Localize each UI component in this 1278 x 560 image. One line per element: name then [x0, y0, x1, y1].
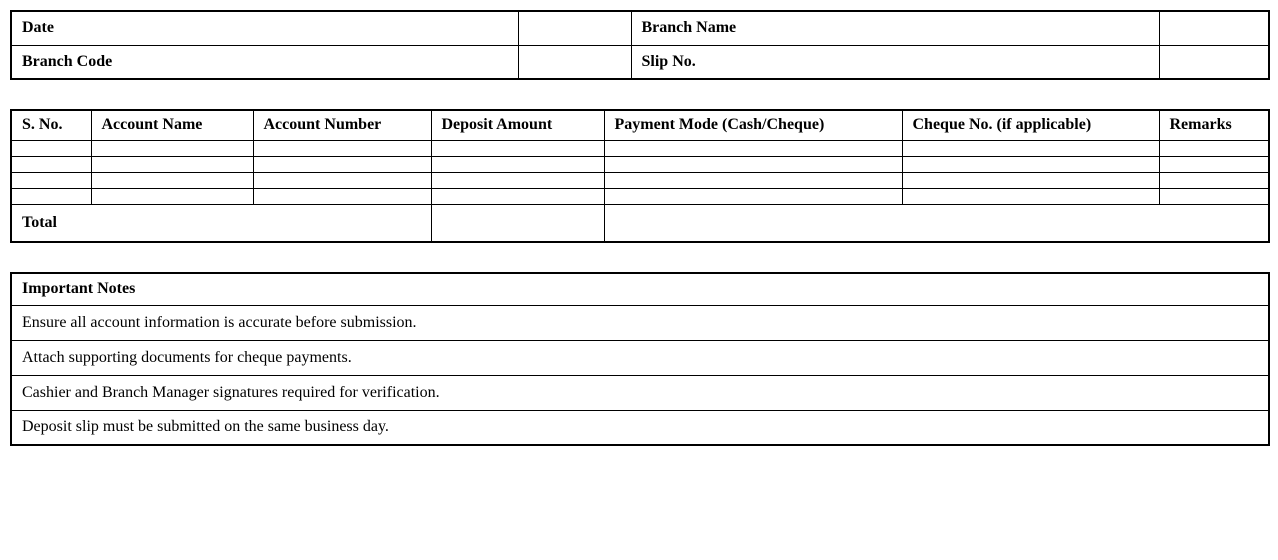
deposit-cell[interactable] — [902, 140, 1159, 156]
note-text: Deposit slip must be submitted on the same business day. — [11, 410, 1269, 445]
date-value-cell[interactable] — [518, 11, 631, 45]
deposit-cell[interactable] — [91, 172, 253, 188]
note-text: Attach supporting documents for cheque payments. — [11, 340, 1269, 375]
deposit-cell[interactable] — [902, 172, 1159, 188]
col-header-deposit-amount: Deposit Amount — [431, 110, 604, 140]
deposit-cell[interactable] — [11, 156, 91, 172]
date-label: Date — [11, 11, 518, 45]
deposit-cell[interactable] — [91, 188, 253, 204]
deposit-cell[interactable] — [1159, 172, 1269, 188]
note-text: Cashier and Branch Manager signatures required for verification. — [11, 375, 1269, 410]
branch-code-value-cell[interactable] — [518, 45, 631, 79]
deposit-table-header-row — [11, 110, 1269, 140]
deposit-cell[interactable] — [604, 156, 902, 172]
deposit-cell[interactable] — [431, 156, 604, 172]
info-row-branch-code — [11, 45, 1269, 79]
note-text: Ensure all account information is accurate before submission. — [11, 305, 1269, 340]
deposit-entry-row — [11, 188, 1269, 204]
deposit-cell[interactable] — [11, 140, 91, 156]
slip-no-value-cell[interactable] — [1159, 45, 1269, 79]
note-row — [11, 375, 1269, 410]
deposit-cell[interactable] — [1159, 156, 1269, 172]
notes-title: Important Notes — [11, 273, 1269, 305]
deposit-cell[interactable] — [11, 172, 91, 188]
deposit-slip-document — [0, 10, 1278, 560]
col-header-s-no: S. No. — [11, 110, 91, 140]
col-header-account-number: Account Number — [253, 110, 431, 140]
total-deposit-amount-cell[interactable] — [431, 204, 604, 242]
branch-name-value-cell[interactable] — [1159, 11, 1269, 45]
deposit-cell[interactable] — [11, 188, 91, 204]
branch-code-label: Branch Code — [11, 45, 518, 79]
notes-header-row — [11, 273, 1269, 305]
slip-no-label: Slip No. — [631, 45, 1159, 79]
info-table — [10, 10, 1270, 80]
note-row — [11, 305, 1269, 340]
col-header-account-name: Account Name — [91, 110, 253, 140]
col-header-payment-mode: Payment Mode (Cash/Cheque) — [604, 110, 902, 140]
deposit-cell[interactable] — [253, 172, 431, 188]
deposit-cell[interactable] — [431, 188, 604, 204]
deposit-cell[interactable] — [431, 140, 604, 156]
deposit-cell[interactable] — [902, 188, 1159, 204]
info-row-date — [11, 11, 1269, 45]
deposit-cell[interactable] — [604, 172, 902, 188]
deposit-cell[interactable] — [253, 188, 431, 204]
col-header-remarks: Remarks — [1159, 110, 1269, 140]
col-header-cheque-no: Cheque No. (if applicable) — [902, 110, 1159, 140]
note-row — [11, 340, 1269, 375]
note-row — [11, 410, 1269, 445]
deposit-cell[interactable] — [91, 156, 253, 172]
deposit-cell[interactable] — [604, 140, 902, 156]
branch-name-label: Branch Name — [631, 11, 1159, 45]
important-notes-table — [10, 272, 1270, 446]
deposit-entry-row — [11, 140, 1269, 156]
total-label: Total — [11, 204, 431, 242]
deposit-cell[interactable] — [604, 188, 902, 204]
deposit-entry-row — [11, 156, 1269, 172]
deposit-cell[interactable] — [1159, 188, 1269, 204]
deposit-cell[interactable] — [1159, 140, 1269, 156]
deposit-entry-row — [11, 172, 1269, 188]
deposit-cell[interactable] — [91, 140, 253, 156]
deposit-table — [10, 109, 1270, 243]
deposit-cell[interactable] — [431, 172, 604, 188]
deposit-total-row — [11, 204, 1269, 242]
total-remainder-cell[interactable] — [604, 204, 1269, 242]
deposit-cell[interactable] — [902, 156, 1159, 172]
deposit-cell[interactable] — [253, 140, 431, 156]
deposit-cell[interactable] — [253, 156, 431, 172]
